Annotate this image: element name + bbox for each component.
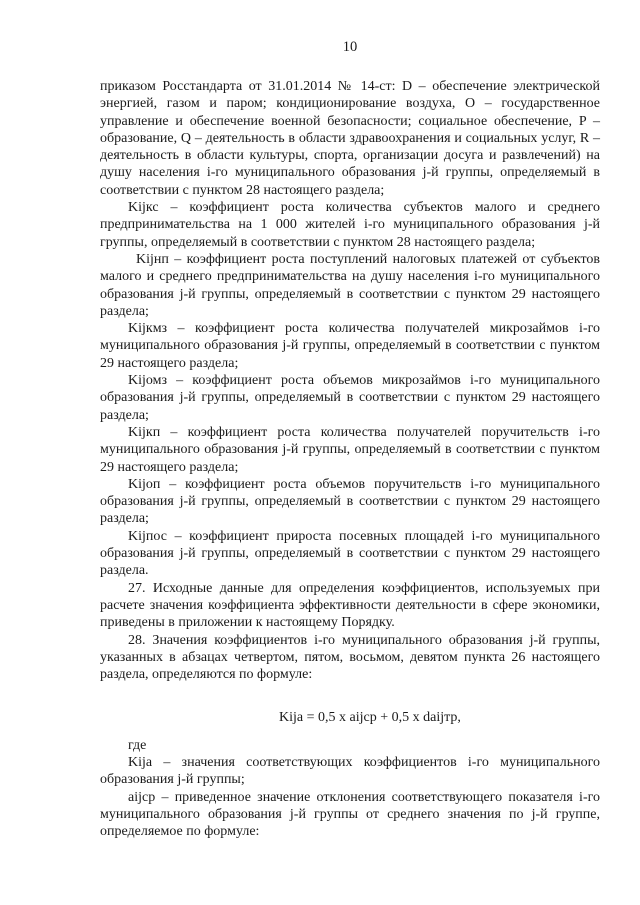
paragraph-kij-kp: Kijкп – коэффициент роста количества получателей поручительств i-го муниципального образования j-й группы, определяемый в соответствии с пунктом 29 настоящего раздела; — [100, 424, 600, 475]
paragraph-kij-np: Kijнп – коэффициент роста поступлений налоговых платежей от субъектов малого и среднего предпринимательства на душу населения i-го муниципального образования j-й группы, определяемый в соответствии с пунктом 29 настоящего раздела; — [100, 251, 600, 319]
paragraph-continuation: приказом Росстандарта от 31.01.2014 № 14-ст: D – обеспечение электрической энергией, газом и паром; кондиционирование воздуха, O – государственное управление и обеспечение военной безопасности; социальное обеспечение, P – образование, Q – деятельность в области здравоохранения и социальных услуг, R – деятельность в области культуры, спорта, организации досуга и развлечений) на душу населения i-го муниципального образования j-й группы, определяемый в соответствии с пунктом 28 настоящего раздела; — [100, 79, 600, 198]
paragraph-kij-op: Kijоп – коэффициент роста объемов поручительств i-го муниципального образования j-й группы, определяемый в соответствии с пунктом 29 настоящего раздела; — [100, 476, 600, 527]
paragraph-kija-definition: Kija – значения соответствующих коэффициентов i-го муниципального образования j-й группы; — [100, 754, 600, 788]
document-page — [100, 38, 600, 840]
paragraph-kij-kmz: Kijкмз – коэффициент роста количества получателей микрозаймов i-го муниципального образования j-й группы, определяемый в соответствии с пунктом 29 настоящего раздела; — [100, 321, 600, 371]
where-label: где — [128, 737, 147, 753]
paragraph-kij-pos: Kijпос – коэффициент прироста посевных площадей i-го муниципального образования j-й группы, определяемый в соответствии с пунктом 29 настоящего раздела. — [100, 528, 600, 579]
page-number: 10 — [342, 39, 358, 55]
paragraph-kij-omz: Kijомз – коэффициент роста объемов микрозаймов i-го муниципального образования j-й группы, определяемый в соответствии с пунктом 29 настоящего раздела; — [100, 373, 600, 423]
formula-kija: Kija = 0,5 x aijср + 0,5 x daijтр, — [279, 710, 461, 726]
paragraph-item-27: 27. Исходные данные для определения коэффициентов, используемых при расчете значения коэффициента эффективности деятельности в сфере экономики, приведены в приложении к настоящему Порядку. — [100, 580, 600, 631]
paragraph-aijsr-definition: aijср – приведенное значение отклонения соответствующего показателя i-го муниципального образования j-й группы от среднего значения по j-й группе, определяемое по формуле: — [100, 789, 600, 840]
paragraph-item-28: 28. Значения коэффициентов i-го муниципального образования j-й группы, указанных в абзацах четвертом, пятом, восьмом, девятом пункта 26 настоящего раздела, определяются по формуле: — [100, 632, 600, 683]
paragraph-kij-ks: Kijкс – коэффициент роста количества субъектов малого и среднего предпринимательства на 1 000 жителей i-го муниципального образования j-й группы, определяемый в соответствии с пунктом 28 настоящего раздела; — [100, 200, 600, 250]
